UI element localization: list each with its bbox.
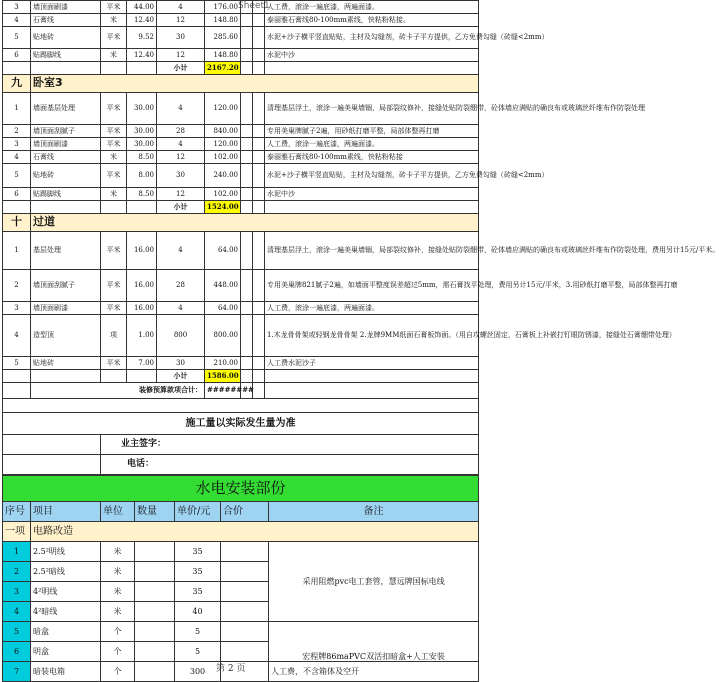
unit-cell[interactable]: 米	[101, 582, 135, 602]
budget-item-row	[3, 27, 479, 49]
section-title[interactable]: 过道	[31, 214, 479, 232]
row-number-cell[interactable]: 1	[3, 542, 31, 562]
empty-cell[interactable]	[265, 201, 479, 214]
unit-price-cell[interactable]: 5	[175, 642, 221, 662]
total-cell[interactable]: 102.00	[205, 188, 241, 201]
note-cell[interactable]: 泰丽雅石膏线80-100mm素线，快粘粉粘接。	[265, 14, 479, 27]
row-number-cell[interactable]: 2	[3, 125, 31, 138]
unit-cell[interactable]: 米	[101, 602, 135, 622]
empty-cell[interactable]	[253, 383, 265, 399]
construction-note-row	[3, 413, 479, 435]
water-electric-title[interactable]: 水电安装部份	[3, 476, 479, 502]
note-cell[interactable]: 人工费，滚涂一遍底漆，两遍面漆。	[265, 1, 479, 14]
unit-cell[interactable]: 米	[101, 151, 127, 164]
unit-cell[interactable]: 平米	[101, 27, 127, 49]
empty-cell[interactable]	[241, 138, 253, 151]
unit-cell[interactable]: 平米	[101, 302, 127, 315]
owner-signature-label[interactable]: 业主签字：	[101, 435, 479, 455]
budget-item-row	[3, 164, 479, 188]
empty-cell[interactable]	[253, 49, 265, 62]
note-cell[interactable]: 水泥+沙子横平竖直贴贴，主材及勾缝剂，砖卡子平方提供，乙方免费勾缝（砖缝<2mm）	[265, 27, 479, 49]
empty-cell[interactable]	[127, 201, 157, 214]
empty-cell[interactable]	[3, 435, 101, 455]
row-number-cell[interactable]: 5	[3, 622, 31, 642]
total-cell[interactable]	[221, 542, 269, 562]
circuit-item-row	[3, 622, 479, 642]
section-header-row	[3, 214, 479, 232]
row-number-cell[interactable]: 3	[3, 1, 31, 14]
empty-cell[interactable]	[241, 27, 253, 49]
empty-cell[interactable]	[101, 62, 127, 75]
quantity-cell[interactable]: 8.50	[127, 151, 157, 164]
row-number-cell[interactable]: 4	[3, 315, 31, 357]
unit-price-cell[interactable]: 35	[175, 542, 221, 562]
circuit-item-row	[3, 542, 479, 562]
item-name-cell[interactable]: 贴地砖	[31, 27, 101, 49]
item-name-cell[interactable]: 2.5²明线	[31, 542, 101, 562]
item-name-cell[interactable]: 贴地砖	[31, 357, 101, 370]
unit-price-cell[interactable]: 12	[157, 188, 205, 201]
empty-cell[interactable]	[253, 164, 265, 188]
subtotal-label[interactable]: 小计	[157, 201, 205, 214]
quantity-cell[interactable]: 16.00	[127, 232, 157, 270]
section-code[interactable]: 十	[3, 214, 31, 232]
column-header-row	[3, 502, 479, 522]
quantity-cell[interactable]: 12.40	[127, 49, 157, 62]
empty-cell[interactable]	[3, 399, 479, 413]
subtotal-value[interactable]: 1524.00	[205, 201, 241, 214]
item-name-cell[interactable]: 基层处理	[31, 232, 101, 270]
quantity-cell[interactable]: 30.00	[127, 93, 157, 125]
empty-cell[interactable]	[241, 270, 253, 302]
empty-cell[interactable]	[253, 232, 265, 270]
row-number-cell[interactable]: 4	[3, 151, 31, 164]
circuit-section-code[interactable]: 一项	[3, 522, 31, 542]
budget-item-row	[3, 151, 479, 164]
unit-price-cell[interactable]: 4	[157, 1, 205, 14]
header-note[interactable]: 备注	[269, 502, 479, 522]
empty-cell[interactable]	[253, 201, 265, 214]
unit-price-cell[interactable]: 4	[157, 302, 205, 315]
row-number-cell[interactable]: 2	[3, 562, 31, 582]
empty-cell[interactable]	[3, 455, 101, 475]
total-cell[interactable]	[221, 642, 269, 662]
header-quantity[interactable]: 数量	[135, 502, 175, 522]
section-title[interactable]: 卧室3	[31, 75, 479, 93]
item-name-cell[interactable]: 4²暗线	[31, 602, 101, 622]
circuit-section-row	[3, 522, 479, 542]
empty-cell[interactable]	[241, 302, 253, 315]
budget-item-row	[3, 357, 479, 370]
budget-item-row	[3, 315, 479, 357]
unit-price-cell[interactable]: 12	[157, 14, 205, 27]
row-number-cell[interactable]: 7	[3, 662, 31, 682]
total-cell[interactable]: 210.00	[205, 357, 241, 370]
total-cell[interactable]: 148.80	[205, 49, 241, 62]
note-cell[interactable]: 清理基层浮土，滚涂一遍美巢墙锢，局部裂纹修补，接缝处贴防裂绷带，砼体墙应满贴的确良布或玻璃丝纤维布作防裂处理	[265, 93, 479, 125]
empty-cell[interactable]	[253, 93, 265, 125]
subtotal-row	[3, 370, 479, 383]
grand-total-row	[3, 383, 479, 399]
grand-total-value[interactable]: ########	[205, 383, 241, 399]
empty-cell[interactable]	[253, 1, 265, 14]
empty-cell[interactable]	[241, 232, 253, 270]
budget-item-row	[3, 302, 479, 315]
row-number-cell[interactable]: 1	[3, 93, 31, 125]
row-number-cell[interactable]: 6	[3, 49, 31, 62]
unit-cell[interactable]: 个	[101, 662, 135, 682]
unit-price-cell[interactable]: 12	[157, 49, 205, 62]
empty-cell[interactable]	[241, 164, 253, 188]
section-code[interactable]: 九	[3, 75, 31, 93]
empty-cell[interactable]	[253, 138, 265, 151]
empty-cell[interactable]	[241, 357, 253, 370]
budget-item-row	[3, 232, 479, 270]
empty-cell[interactable]	[241, 201, 253, 214]
empty-cell[interactable]	[241, 93, 253, 125]
note-cell[interactable]: 清理基层浮土，滚涂一遍美巢墙锢，局部裂纹修补，接缝处贴防裂绷带，砼体墙应满贴的确良布或玻璃丝纤维布作防裂处理，费用另计15元/平米。	[265, 232, 479, 270]
budget-item-row	[3, 188, 479, 201]
item-name-cell[interactable]: 石膏线	[31, 14, 101, 27]
quantity-cell[interactable]: 44.00	[127, 1, 157, 14]
unit-cell[interactable]: 平米	[101, 232, 127, 270]
empty-cell[interactable]	[253, 14, 265, 27]
unit-price-cell[interactable]: 30	[157, 164, 205, 188]
note-cell[interactable]: 宏程牌86maPVC双活扣暗盒+人工安装	[269, 622, 479, 662]
note-cell[interactable]: 水泥中沙	[265, 188, 479, 201]
item-name-cell[interactable]: 石膏线	[31, 151, 101, 164]
empty-cell[interactable]	[253, 151, 265, 164]
total-cell[interactable]: 240.00	[205, 164, 241, 188]
total-cell[interactable]: 176.00	[205, 1, 241, 14]
item-name-cell[interactable]: 墙顶面刮腻子	[31, 125, 101, 138]
note-cell[interactable]: 泰丽雅石膏线80-100mm素线，快粘粉粘接	[265, 151, 479, 164]
note-cell[interactable]: 水泥中沙	[265, 49, 479, 62]
total-cell[interactable]: 800.00	[205, 315, 241, 357]
empty-cell[interactable]	[101, 201, 127, 214]
unit-price-cell[interactable]: 28	[157, 125, 205, 138]
unit-cell[interactable]: 平米	[101, 164, 127, 188]
empty-cell[interactable]	[3, 383, 31, 399]
quantity-cell[interactable]: 16.00	[127, 270, 157, 302]
subtotal-row	[3, 201, 479, 214]
quantity-cell[interactable]: 12.40	[127, 14, 157, 27]
subtotal-row	[3, 62, 479, 75]
empty-cell[interactable]	[3, 62, 31, 75]
row-number-cell[interactable]: 6	[3, 188, 31, 201]
row-number-cell[interactable]: 5	[3, 27, 31, 49]
quantity-cell[interactable]: 8.50	[127, 188, 157, 201]
unit-cell[interactable]: 米	[101, 542, 135, 562]
unit-price-cell[interactable]: 35	[175, 582, 221, 602]
row-number-cell[interactable]: 3	[3, 582, 31, 602]
row-number-cell[interactable]: 5	[3, 164, 31, 188]
unit-price-cell[interactable]: 300	[175, 662, 221, 682]
unit-price-cell[interactable]: 4	[157, 93, 205, 125]
item-name-cell[interactable]: 2.5²暗线	[31, 562, 101, 582]
unit-cell[interactable]: 米	[101, 188, 127, 201]
empty-cell[interactable]	[3, 370, 31, 383]
owner-signature-row	[3, 435, 479, 455]
item-name-cell[interactable]: 暗盒	[31, 622, 101, 642]
unit-price-cell[interactable]: 40	[175, 602, 221, 622]
unit-cell[interactable]: 米	[101, 14, 127, 27]
quantity-cell[interactable]: 30.00	[127, 138, 157, 151]
empty-cell[interactable]	[241, 1, 253, 14]
empty-cell[interactable]	[31, 62, 101, 75]
empty-cell[interactable]	[253, 357, 265, 370]
budget-item-row	[3, 270, 479, 302]
water-electric-table	[2, 475, 479, 682]
note-cell[interactable]: 人工费，不含箱体及空开	[269, 662, 479, 682]
empty-cell[interactable]	[253, 302, 265, 315]
unit-cell[interactable]: 平米	[101, 138, 127, 151]
total-cell[interactable]: 448.00	[205, 270, 241, 302]
row-number-cell[interactable]: 3	[3, 302, 31, 315]
empty-cell[interactable]	[241, 370, 253, 383]
unit-price-cell[interactable]: 4	[157, 232, 205, 270]
quantity-cell[interactable]: 8.00	[127, 164, 157, 188]
quantity-cell[interactable]	[135, 662, 175, 682]
quantity-cell[interactable]: 16.00	[127, 302, 157, 315]
row-number-cell[interactable]: 6	[3, 642, 31, 662]
unit-cell[interactable]: 米	[101, 49, 127, 62]
empty-cell[interactable]	[241, 151, 253, 164]
row-number-cell[interactable]: 2	[3, 270, 31, 302]
unit-price-cell[interactable]: 35	[175, 562, 221, 582]
quantity-cell[interactable]	[135, 542, 175, 562]
note-cell[interactable]: 人工费，滚涂一遍底漆，两遍面漆。	[265, 138, 479, 151]
header-unit-price[interactable]: 单价/元	[175, 502, 221, 522]
quantity-cell[interactable]	[135, 642, 175, 662]
quantity-cell[interactable]: 7.00	[127, 357, 157, 370]
empty-cell[interactable]	[127, 62, 157, 75]
quantity-cell[interactable]	[135, 602, 175, 622]
budget-item-row	[3, 49, 479, 62]
total-cell[interactable]	[221, 562, 269, 582]
empty-cell[interactable]	[241, 188, 253, 201]
unit-cell[interactable]: 平米	[101, 270, 127, 302]
total-cell[interactable]: 120.00	[205, 138, 241, 151]
empty-cell[interactable]	[253, 62, 265, 75]
note-cell[interactable]: 水泥+沙子横平竖直贴贴，主材及勾缝剂，砖卡子平方提供，乙方免费勾缝（砖缝<2mm）	[265, 164, 479, 188]
note-cell[interactable]: 人工费水泥沙子	[265, 357, 479, 370]
spreadsheet-page	[2, 0, 719, 676]
item-name-cell[interactable]: 贴踢脚线	[31, 49, 101, 62]
note-cell[interactable]: 专用美巢牌腻子2遍，用砂纸打磨平整，局部体整再打磨	[265, 125, 479, 138]
unit-cell[interactable]: 平米	[101, 357, 127, 370]
unit-cell[interactable]: 平米	[101, 1, 127, 14]
empty-cell[interactable]	[265, 62, 479, 75]
total-cell[interactable]: 102.00	[205, 151, 241, 164]
note-cell[interactable]: 专用美巢牌821腻子2遍，如墙面平整度误差超过5mm，需石膏找平处理，费用另计15元/平米，3.用砂纸打磨平整，局部体整再打磨	[265, 270, 479, 302]
item-name-cell[interactable]: 明盒	[31, 642, 101, 662]
decoration-budget-table	[2, 0, 719, 475]
phone-label[interactable]: 电话：	[101, 455, 479, 475]
quantity-cell[interactable]: 30.00	[127, 125, 157, 138]
total-cell[interactable]	[221, 622, 269, 642]
quantity-cell[interactable]	[135, 562, 175, 582]
subtotal-value[interactable]: 1586.00	[205, 370, 241, 383]
budget-item-row	[3, 93, 479, 125]
total-cell[interactable]	[221, 582, 269, 602]
circuit-section-title[interactable]: 电路改造	[31, 522, 479, 542]
unit-cell[interactable]: 平米	[101, 125, 127, 138]
unit-price-cell[interactable]: 30	[157, 27, 205, 49]
subtotal-label[interactable]: 小计	[157, 370, 205, 383]
unit-price-cell[interactable]: 30	[157, 357, 205, 370]
unit-cell[interactable]: 米	[101, 562, 135, 582]
budget-item-row	[3, 1, 479, 14]
empty-cell[interactable]	[31, 370, 101, 383]
construction-note[interactable]: 施工量以实际发生量为准	[3, 413, 479, 435]
unit-cell[interactable]: 个	[101, 622, 135, 642]
item-name-cell[interactable]: 贴踢脚线	[31, 188, 101, 201]
empty-cell[interactable]	[3, 201, 31, 214]
item-name-cell[interactable]: 暗装电箱	[31, 662, 101, 682]
empty-cell[interactable]	[253, 27, 265, 49]
total-cell[interactable]	[221, 602, 269, 622]
item-name-cell[interactable]: 墙顶面刷漆	[31, 302, 101, 315]
budget-item-row	[3, 14, 479, 27]
quantity-cell[interactable]: 9.52	[127, 27, 157, 49]
total-cell[interactable]: 285.60	[205, 27, 241, 49]
total-cell[interactable]: 148.80	[205, 14, 241, 27]
budget-item-row	[3, 138, 479, 151]
section-header-row	[3, 75, 479, 93]
unit-price-cell[interactable]: 28	[157, 270, 205, 302]
total-cell[interactable]: 840.00	[205, 125, 241, 138]
blank-row	[3, 399, 479, 413]
sheet-tab-label: Sheet1	[238, 1, 270, 11]
header-number[interactable]: 序号	[3, 502, 31, 522]
note-cell[interactable]: 采用阻燃pvc电工套管，慧远牌国标电线	[269, 542, 479, 622]
empty-cell[interactable]	[241, 315, 253, 357]
empty-cell[interactable]	[101, 370, 127, 383]
total-cell[interactable]: 64.00	[205, 232, 241, 270]
empty-cell[interactable]	[241, 14, 253, 27]
budget-item-row	[3, 125, 479, 138]
note-cell[interactable]: 1.木龙骨骨架或轻钢龙骨骨架 2.龙牌9MM纸面石膏板饰面。（用自攻螺丝固定，石膏板上补嵌打钉眼防锈漆，接缝处石膏绷带处理）	[265, 315, 479, 357]
item-name-cell[interactable]: 墙顶面刷漆	[31, 1, 101, 14]
row-number-cell[interactable]: 4	[3, 14, 31, 27]
unit-cell[interactable]: 个	[101, 642, 135, 662]
empty-cell[interactable]	[253, 370, 265, 383]
empty-cell[interactable]	[127, 370, 157, 383]
quantity-cell[interactable]	[135, 622, 175, 642]
unit-price-cell[interactable]: 12	[157, 151, 205, 164]
empty-cell[interactable]	[265, 383, 479, 399]
empty-cell[interactable]	[265, 370, 479, 383]
empty-cell[interactable]	[253, 125, 265, 138]
note-cell[interactable]: 人工费，滚涂一遍底漆，两遍面漆。	[265, 302, 479, 315]
unit-cell[interactable]: 项	[101, 315, 127, 357]
row-number-cell[interactable]: 5	[3, 357, 31, 370]
row-number-cell[interactable]: 4	[3, 602, 31, 622]
row-number-cell[interactable]: 1	[3, 232, 31, 270]
page-number: 第 2 页	[216, 664, 246, 674]
phone-row	[3, 455, 479, 475]
total-cell[interactable]: 64.00	[205, 302, 241, 315]
unit-price-cell[interactable]: 4	[157, 138, 205, 151]
subtotal-label[interactable]: 小计	[157, 62, 205, 75]
item-name-cell[interactable]: 墙顶面刮腻子	[31, 270, 101, 302]
item-name-cell[interactable]: 贴地砖	[31, 164, 101, 188]
unit-price-cell[interactable]: 5	[175, 622, 221, 642]
header-unit[interactable]: 单位	[101, 502, 135, 522]
grand-total-label[interactable]: 装修预算款项合计：	[31, 383, 205, 399]
item-name-cell[interactable]: 造型顶	[31, 315, 101, 357]
header-item[interactable]: 项目	[31, 502, 101, 522]
empty-cell[interactable]	[31, 201, 101, 214]
item-name-cell[interactable]: 4²明线	[31, 582, 101, 602]
empty-cell[interactable]	[241, 62, 253, 75]
row-number-cell[interactable]: 3	[3, 138, 31, 151]
water-electric-title-row	[3, 476, 479, 502]
empty-cell[interactable]	[253, 188, 265, 201]
empty-cell[interactable]	[253, 315, 265, 357]
empty-cell[interactable]	[253, 270, 265, 302]
total-cell[interactable]: 120.00	[205, 93, 241, 125]
item-name-cell[interactable]: 墙面基层处理	[31, 93, 101, 125]
unit-cell[interactable]: 平米	[101, 93, 127, 125]
empty-cell[interactable]	[241, 49, 253, 62]
quantity-cell[interactable]: 1.00	[127, 315, 157, 357]
empty-cell[interactable]	[241, 125, 253, 138]
item-name-cell[interactable]: 墙顶面刷漆	[31, 138, 101, 151]
header-total[interactable]: 合价	[221, 502, 269, 522]
unit-price-cell[interactable]: 800	[157, 315, 205, 357]
subtotal-value[interactable]: 2167.20	[205, 62, 241, 75]
quantity-cell[interactable]	[135, 582, 175, 602]
